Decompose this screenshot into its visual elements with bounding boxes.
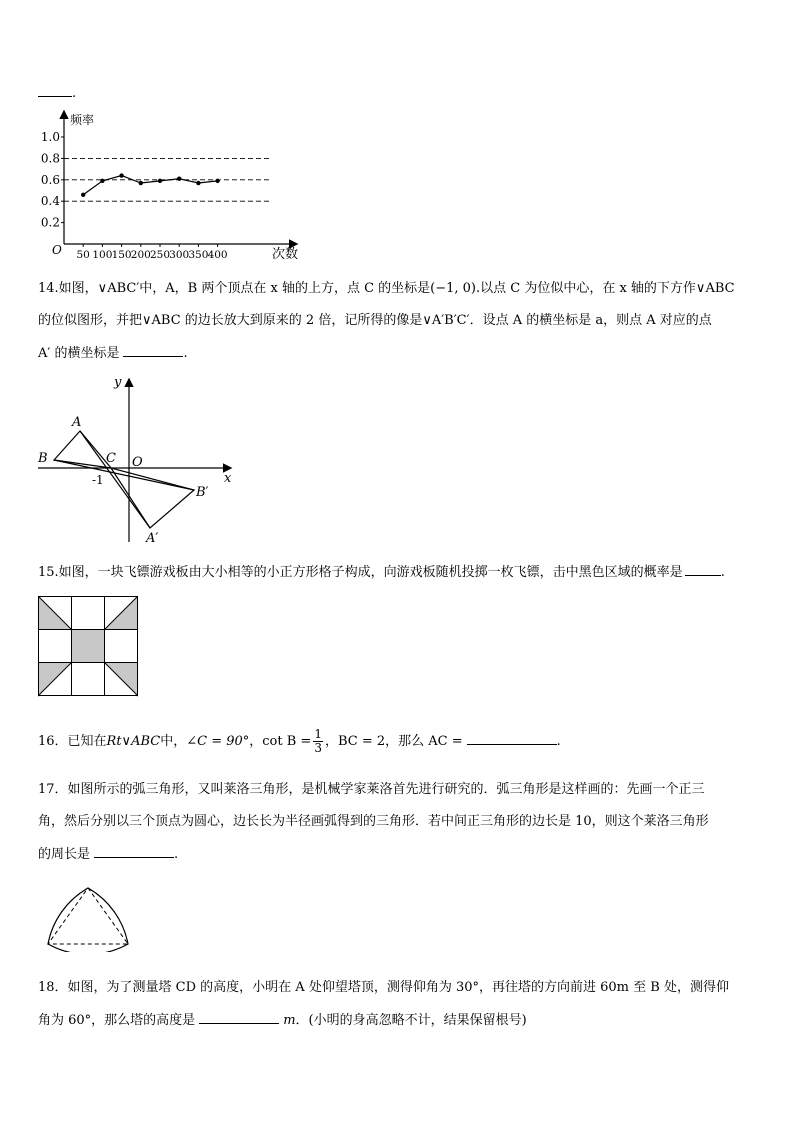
x-tick-label: 400 <box>207 249 228 261</box>
y-tick-label: 0.4 <box>40 194 60 209</box>
q14-line-2: 的位似图形，并把∨ABC 的边长放大到原来的 2 倍，记所得的像是∨A′B′C′．设点 A 的横坐标是 a，则点 A 对应的点 <box>38 313 712 328</box>
answer-blank[interactable] <box>38 82 72 97</box>
data-point <box>81 193 85 197</box>
label-o: O <box>132 455 143 470</box>
frequency-chart <box>36 108 306 268</box>
y-tick-label: 0.6 <box>40 172 60 187</box>
label-minus-one: -1 <box>92 473 104 487</box>
q14-answer-blank[interactable] <box>123 342 183 357</box>
q14-figure <box>34 370 244 550</box>
q17-line-1: 17．如图所示的弧三角形，又叫莱洛三角形，是机械学家莱洛首先进行研究的．弧三角形是这样画的：先画一个正三 <box>38 782 705 797</box>
q16-answer-blank[interactable] <box>467 730 557 745</box>
q17-line-3: 的周长是 . <box>38 843 178 865</box>
x-tick-label: 300 <box>169 249 190 261</box>
x-tick-label: 150 <box>111 249 132 261</box>
x-tick-label: 50 <box>76 249 90 261</box>
x-tick-label: 100 <box>92 249 113 261</box>
data-point <box>196 181 200 185</box>
label-y: y <box>114 375 122 390</box>
series-line <box>83 176 217 195</box>
inner-equilateral-triangle <box>48 888 128 944</box>
data-point <box>139 181 143 185</box>
shaded-corner-bottom-left <box>39 663 72 696</box>
q18-answer-blank[interactable] <box>199 1009 279 1024</box>
shaded-corner-top-right <box>105 597 138 630</box>
x-tick-label: 250 <box>149 249 171 261</box>
chart-ylabel: 频率 <box>70 113 95 127</box>
reuleaux-arcs <box>48 888 128 952</box>
q18-line-2: 角为 60°，那么塔的高度是 m．(小明的身高忽略不计，结果保留根号) <box>38 1009 527 1031</box>
label-b-prime: B′ <box>196 485 209 500</box>
q14-line-1: 14.如图，∨ABC′中，A，B 两个顶点在 x 轴的上方，点 C 的坐标是(−1, 0).以点 C 为位似中心，在 x 轴的下方作∨ABC <box>38 281 735 296</box>
q17-line-2: 角，然后分别以三个顶点为圆心，边长长为半径画弧得到的三角形．若中间正三角形的边长是 10，则这个莱洛三角形 <box>38 814 709 829</box>
shaded-corner-bottom-right <box>105 663 138 696</box>
chart-xlabel: 次数 <box>272 247 299 262</box>
chart-origin: O <box>52 243 62 257</box>
q18-line-1: 18．如图，为了测量塔 CD 的高度，小明在 A 处仰望塔顶，测得仰角为 30°，再往塔的方向前进 60m 至 B 处，测得仰 <box>38 980 729 995</box>
x-tick-label: 350 <box>188 249 209 261</box>
cot-fraction: $\frac{1}{3}$ <box>314 727 322 755</box>
data-point <box>177 177 181 181</box>
q15-answer-blank[interactable] <box>685 561 721 576</box>
y-tick-label: 0.8 <box>40 151 60 166</box>
data-point <box>100 179 104 183</box>
q17-answer-blank[interactable] <box>94 843 174 858</box>
data-point <box>119 173 123 177</box>
shaded-center-square <box>72 630 105 663</box>
label-b: B <box>38 451 48 466</box>
q16-line: 16．已知在Rt∨ABC中，∠C = 90°，cot B = $\frac{1}{3}$ ，BC = 2，那么 AC = . <box>38 727 561 755</box>
q15-line-1: 15.如图，一块飞镖游戏板由大小相等的小正方形格子构成，向游戏板随机投掷一枚飞镖，击中黑色区域的概率是 . <box>38 561 725 583</box>
dartboard-figure <box>38 596 139 697</box>
label-c: C <box>106 451 116 466</box>
chart-plot-area <box>40 112 299 262</box>
shaded-corner-top-left <box>39 597 72 630</box>
line-b-bprime <box>54 460 194 490</box>
y-tick-label: 0.2 <box>40 215 60 230</box>
data-point <box>158 179 162 183</box>
data-point <box>215 179 219 183</box>
q14-line-3: A′ 的横坐标是 . <box>38 342 188 364</box>
label-a-prime: A′ <box>146 531 159 546</box>
x-tick-label: 200 <box>130 249 151 261</box>
label-a: A <box>72 415 82 430</box>
y-tick-label: 1.0 <box>40 130 60 144</box>
triangle-abc-image <box>111 468 194 528</box>
prev-answer-line: . <box>38 82 76 104</box>
line-a-aprime <box>80 431 150 528</box>
label-x: x <box>224 471 232 486</box>
reuleaux-triangle-figure <box>40 880 140 952</box>
